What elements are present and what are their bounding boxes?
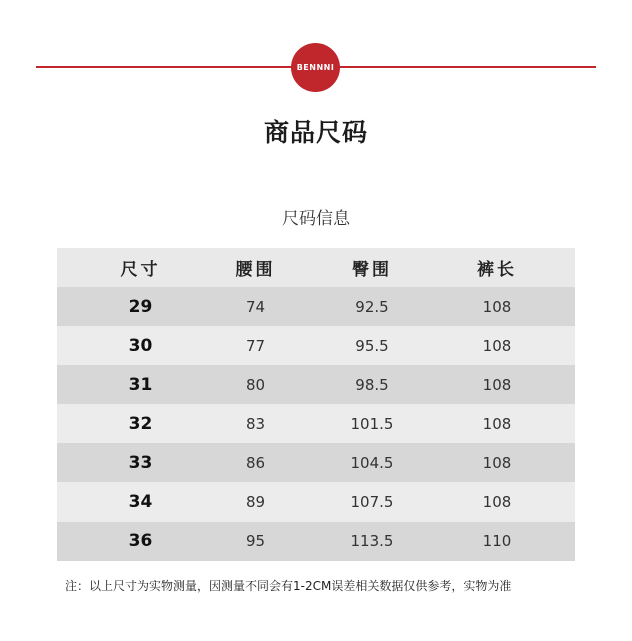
brand-logo-text: BENNNI: [296, 63, 335, 72]
table-caption: 尺码信息: [282, 209, 350, 229]
waist-cell: 77: [245, 336, 266, 355]
hip-cell: 107.5: [350, 493, 394, 512]
header-length: 裤长: [477, 260, 517, 280]
size-cell: 36: [128, 531, 153, 552]
waist-cell: 83: [245, 414, 266, 433]
length-cell: 108: [482, 414, 512, 433]
header-size: 尺寸: [120, 260, 161, 280]
length-cell: 108: [482, 336, 512, 355]
brand-logo: [291, 43, 340, 92]
size-cell: 31: [128, 374, 153, 395]
table-row: [57, 522, 575, 561]
length-cell: 108: [482, 297, 512, 316]
length-cell: 108: [482, 375, 512, 394]
length-cell: 108: [482, 453, 512, 472]
waist-cell: 95: [245, 532, 266, 551]
table-row: [57, 482, 575, 521]
waist-cell: 86: [245, 453, 266, 472]
waist-cell: 80: [245, 375, 266, 394]
table-row: [57, 365, 575, 404]
measurement-note: 注：以上尺寸为实物测量，因测量不同会有1-2CM误差相关数据仅供参考，实物为准: [65, 579, 512, 593]
size-cell: 30: [128, 335, 153, 356]
header-hip: 臀围: [352, 260, 392, 280]
length-cell: 108: [482, 493, 512, 512]
table-row: [57, 326, 575, 365]
size-cell: 33: [128, 452, 153, 473]
size-cell: 32: [128, 413, 153, 434]
hip-cell: 113.5: [350, 532, 394, 551]
table-row: [57, 443, 575, 482]
waist-cell: 89: [245, 493, 266, 512]
header-waist: 腰围: [235, 260, 276, 280]
table-row: [57, 287, 575, 326]
table-row: [57, 404, 575, 443]
length-cell: 110: [482, 532, 512, 551]
table-header-row: [57, 248, 575, 287]
hip-cell: 92.5: [355, 297, 389, 316]
hip-cell: 101.5: [350, 414, 394, 433]
hip-cell: 95.5: [355, 336, 389, 355]
size-cell: 29: [128, 296, 153, 317]
size-table: [57, 248, 575, 561]
size-cell: 34: [128, 492, 153, 513]
page-title: 商品尺码: [263, 118, 368, 147]
hip-cell: 104.5: [350, 453, 394, 472]
waist-cell: 74: [245, 297, 266, 316]
hip-cell: 98.5: [355, 375, 389, 394]
